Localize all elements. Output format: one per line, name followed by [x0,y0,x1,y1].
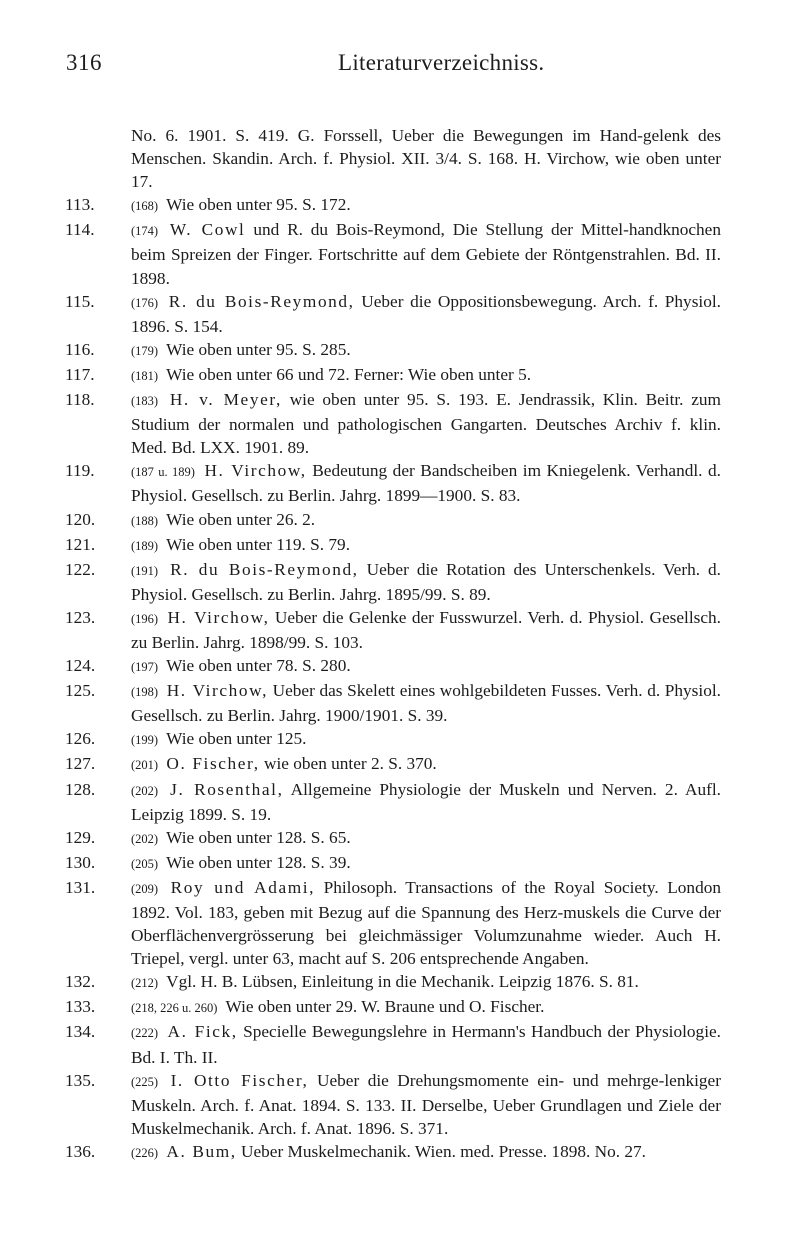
entry-text: Wie oben unter 125. [166,729,307,749]
entry-text: Wie oben unter 128. S. 65. [166,827,351,847]
entry-text: Allgemeine Physiologie der Muskeln und Nerven. 2. Aufl. Leipzig 1899. S. 19. [131,779,721,824]
entry-text: Ueber die Gelenke der Fusswurzel. Verh. d. Physiol. Gesellsch. zu Berlin. Jahrg. 1898/99. S. 103. [131,607,721,652]
entry-number: 123. [65,607,96,627]
entry-reference: (191) [131,563,159,578]
bibliography-entry [0,1069,721,1140]
bibliography-entry [0,290,721,338]
entry-text: Ueber die Drehungsmomente ein- und mehrge-lenkiger Muskeln. Arch. f. Anat. 1894. S. 133. II. Derselbe, Ueber Grundlagen und Ziele der Muskelmechanik. Arch. f. Anat. 1896. S. 371. [131,1070,721,1138]
bibliography-entry [0,654,721,679]
entry-number: 131. [65,877,96,897]
entry-author: A. Bum, [166,1141,237,1161]
entry-reference: (189) [131,538,159,553]
entry-number: 124. [65,656,96,676]
entry-reference: (205) [131,856,159,871]
entry-text: Wie oben unter 95. S. 285. [166,339,351,359]
bibliography-entry [0,338,721,363]
entry-author: A. Fick, [167,1022,238,1042]
bibliography-entry [0,679,721,727]
entry-number: 121. [65,534,96,554]
bibliography-entry [0,1020,721,1068]
entry-reference: (174) [131,224,159,239]
entry-reference: (212) [131,976,159,991]
entry-author: H. Virchow, [167,607,270,627]
entry-text: Philosoph. Transactions of the Royal Society. London 1892. Vol. 183, geben mit Bezug auf die Spannung des Herz-muskels die Curve der Oberflächenvergrösserung bei gleichmässiger Volumzunahme wieder. Auch H. Triepel, vergl. unter 63, macht auf S. 206 entsprechende Angaben. [131,877,721,969]
entry-reference: (196) [131,611,159,626]
entry-number: 136. [65,1141,96,1161]
bibliography-list [0,124,800,1165]
bibliography-entry [0,727,721,752]
entry-author: R. du Bois-Reymond, [168,291,355,311]
entry-author: H. v. Meyer, [169,390,282,410]
bibliography-entry [0,363,721,388]
bibliography-entry [0,606,721,654]
entry-author: H. Virchow, [166,681,269,701]
entry-number: 129. [65,827,96,847]
entry-number: 135. [65,1070,96,1090]
bibliography-entry [0,193,721,218]
entry-reference: (183) [131,394,159,409]
entry-number: 130. [65,852,96,872]
entry-reference: (201) [131,758,159,773]
entry-text: Ueber Muskelmechanik. Wien. med. Presse. 1898. No. 27. [240,1141,646,1161]
entry-text: und R. du Bois-Reymond, Die Stellung der Mittel-handknochen beim Spreizen der Finger. Fortschritte auf dem Gebiete der Röntgenstrahlen. Bd. II. 1898. [131,220,721,288]
bibliography-entry [0,876,721,970]
entry-reference: (209) [131,881,159,896]
entry-text: Ueber die Rotation des Unterschenkels. Verh. d. Physiol. Gesellsch. zu Berlin. Jahrg. 1895/99. S. 89. [131,559,721,604]
bibliography-entry [0,388,721,459]
entry-number: 126. [65,729,96,749]
entry-author: O. Fischer, [166,754,260,774]
entry-reference: (218, 226 u. 260) [131,1001,218,1016]
bibliography-entry [0,218,721,289]
bibliography-entry [0,826,721,851]
entry-reference: (176) [131,295,159,310]
entry-number: 117. [65,364,95,384]
bibliography-entry [0,533,721,558]
entry-text: Wie oben unter 78. S. 280. [166,656,351,676]
entry-reference: (168) [131,199,159,214]
entry-text: wie oben unter 95. S. 193. E. Jendrassik, Klin. Beitr. zum Studium der normalen und pathologischen Gangarten. Deutsches Archiv f. klin. Med. Bd. LXX. 1901. 89. [131,390,722,458]
entry-text: Ueber die Oppositionsbewegung. Arch. f. Physiol. 1896. S. 154. [131,291,721,336]
entry-number: 122. [65,559,96,579]
entry-number: 119. [65,461,95,481]
entry-text: Ueber das Skelett eines wohlgebildeten Fusses. Verh. d. Physiol. Gesellsch. zu Berlin. Jahrg. 1900/1901. S. 39. [131,681,721,726]
entry-reference: (179) [131,343,159,358]
entry-text: Bedeutung der Bandscheiben im Kniegelenk. Verhandl. d. Physiol. Gesellsch. zu Berlin. Jahrg. 1899—1900. S. 83. [131,461,721,506]
entry-number: 114. [65,220,95,240]
bibliography-entry [0,778,721,826]
entry-text: Wie oben unter 119. S. 79. [166,534,351,554]
entry-text: No. 6. 1901. S. 419. G. Forssell, Ueber die Bewegungen im Hand-gelenk des Menschen. Skandin. Arch. f. Physiol. XII. 3/4. S. 168. H. Virchow, wie oben unter 17. [131,126,721,192]
bibliography-entry-continuation [0,124,721,193]
entry-number: 115. [65,291,95,311]
entry-author: W. Cowl [169,220,246,240]
entry-number: 128. [65,779,96,799]
bibliography-entry [0,752,721,777]
entry-reference: (222) [131,1026,159,1041]
bibliography-entry [0,459,721,507]
entry-reference: (188) [131,513,159,528]
entry-text: wie oben unter 2. S. 370. [263,754,437,774]
entry-reference: (181) [131,368,159,383]
entry-number: 133. [65,997,96,1017]
entry-text: Wie oben unter 66 und 72. Ferner: Wie oben unter 5. [166,364,532,384]
bibliography-entry [0,995,721,1020]
entry-number: 127. [65,754,96,774]
running-title: Literaturverzeichniss. [338,50,545,75]
bibliography-entry [0,970,721,995]
entry-author: R. du Bois-Reymond, [170,559,359,579]
entry-number: 116. [65,339,95,359]
page-header [66,44,726,84]
entry-author: J. Rosenthal, [170,779,284,799]
entry-reference: (225) [131,1074,159,1089]
entry-author: Roy und Adami, [170,877,316,897]
bibliography-entry [0,851,721,876]
entry-number: 125. [65,681,96,701]
entry-number: 132. [65,972,96,992]
entry-number: 113. [65,195,95,215]
entry-reference: (226) [131,1145,159,1160]
entry-reference: (199) [131,733,159,748]
bibliography-entry [0,558,721,606]
entry-reference: (197) [131,660,159,675]
entry-reference: (187 u. 189) [131,465,195,480]
entry-reference: (202) [131,783,159,798]
entry-text: Wie oben unter 26. 2. [166,509,316,529]
bibliography-entry [0,508,721,533]
page-number: 316 [66,50,102,75]
entry-text: Vgl. H. B. Lübsen, Einleitung in die Mechanik. Leipzig 1876. S. 81. [166,972,639,992]
entry-text: Specielle Bewegungslehre in Hermann's Handbuch der Physiologie. Bd. I. Th. II. [131,1022,721,1067]
entry-reference: (202) [131,831,159,846]
entry-author: I. Otto Fischer, [170,1070,309,1090]
entry-number: 118. [65,390,95,410]
entry-author: H. Virchow, [204,461,307,481]
entry-number: 134. [65,1022,96,1042]
bibliography-entry [0,1140,721,1165]
entry-reference: (198) [131,685,159,700]
entry-text: Wie oben unter 29. W. Braune und O. Fischer. [225,997,545,1017]
entry-text: Wie oben unter 95. S. 172. [166,195,351,215]
entry-text: Wie oben unter 128. S. 39. [166,852,351,872]
entry-number: 120. [65,509,96,529]
